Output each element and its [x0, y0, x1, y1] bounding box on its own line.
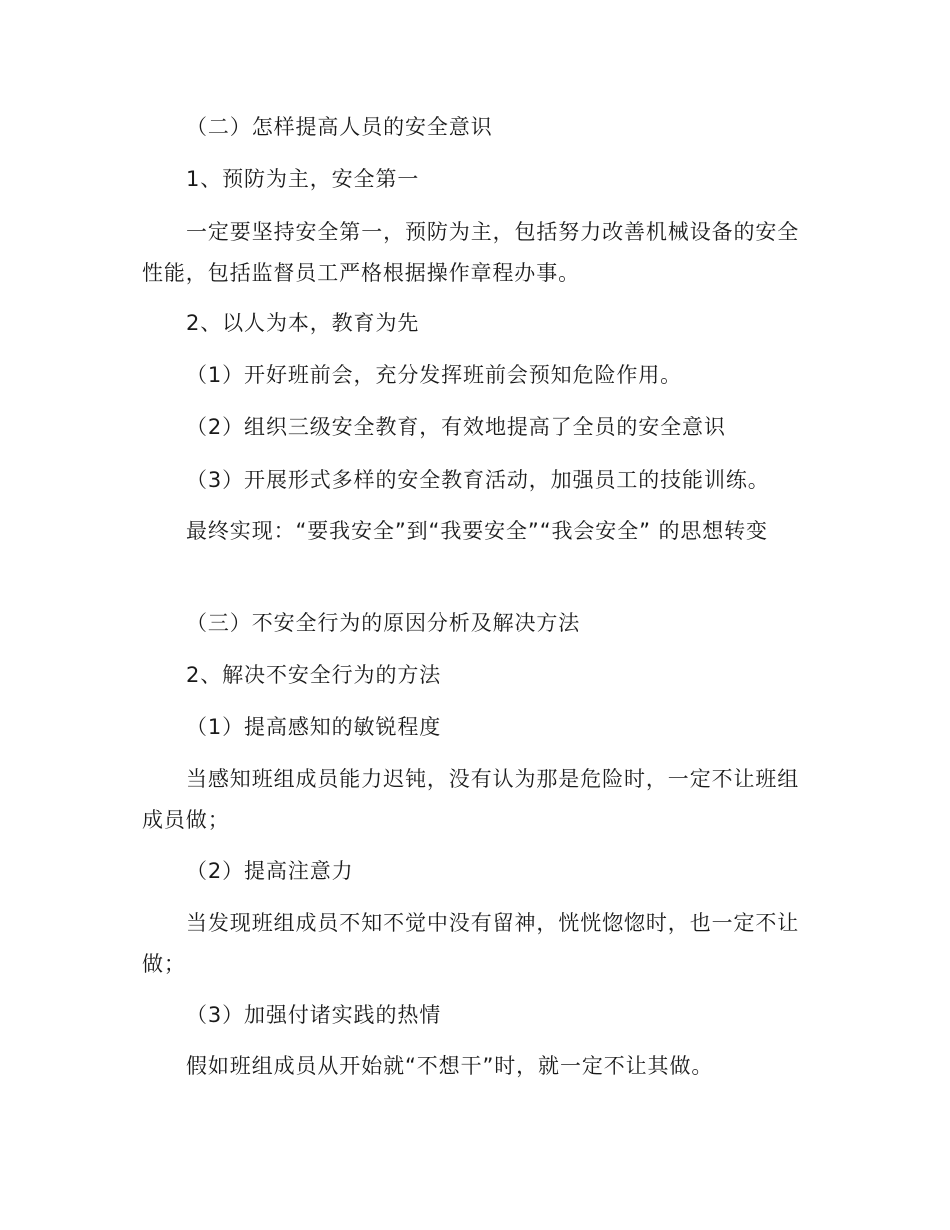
list-item-perception: （1）提高感知的敏锐程度	[186, 715, 442, 739]
paragraph-enthusiasm: 假如班组成员从开始就“不想干”时，就一定不让其做。	[186, 1054, 714, 1078]
list-item-attention: （2）提高注意力	[186, 859, 354, 883]
list-item-education-activities: （3）开展形式多样的安全教育活动，加强员工的技能训练。	[186, 468, 770, 492]
section-heading-3: （三）不安全行为的原因分析及解决方法	[186, 611, 581, 635]
list-item-three-level-education: （2）组织三级安全教育，有效地提高了全员的安全意识	[186, 415, 726, 439]
paragraph-final-goal: 最终实现：“要我安全”到“我要安全”“我会安全” 的思想转变	[186, 519, 768, 543]
subheading-people-oriented: 2、以人为本，教育为先	[186, 311, 420, 335]
subheading-prevention-first: 1、预防为主，安全第一	[186, 167, 420, 191]
list-item-pre-shift-meeting: （1）开好班前会，充分发挥班前会预知危险作用。	[186, 363, 683, 387]
subheading-solutions: 2、解决不安全行为的方法	[186, 663, 442, 687]
paragraph-attention: 当发现班组成员不知不觉中没有留神，恍恍惚惚时，也一定不让做；	[142, 911, 800, 976]
list-item-enthusiasm: （3）加强付诸实践的热情	[186, 1003, 442, 1027]
section-heading-2: （二）怎样提高人员的安全意识	[186, 115, 493, 139]
paragraph-safety-first: 一定要坚持安全第一，预防为主，包括努力改善机械设备的安全性能，包括监督员工严格根据操作章程办事。	[142, 220, 800, 285]
paragraph-perception: 当感知班组成员能力迟钝，没有认为那是危险时，一定不让班组成员做；	[142, 767, 800, 832]
